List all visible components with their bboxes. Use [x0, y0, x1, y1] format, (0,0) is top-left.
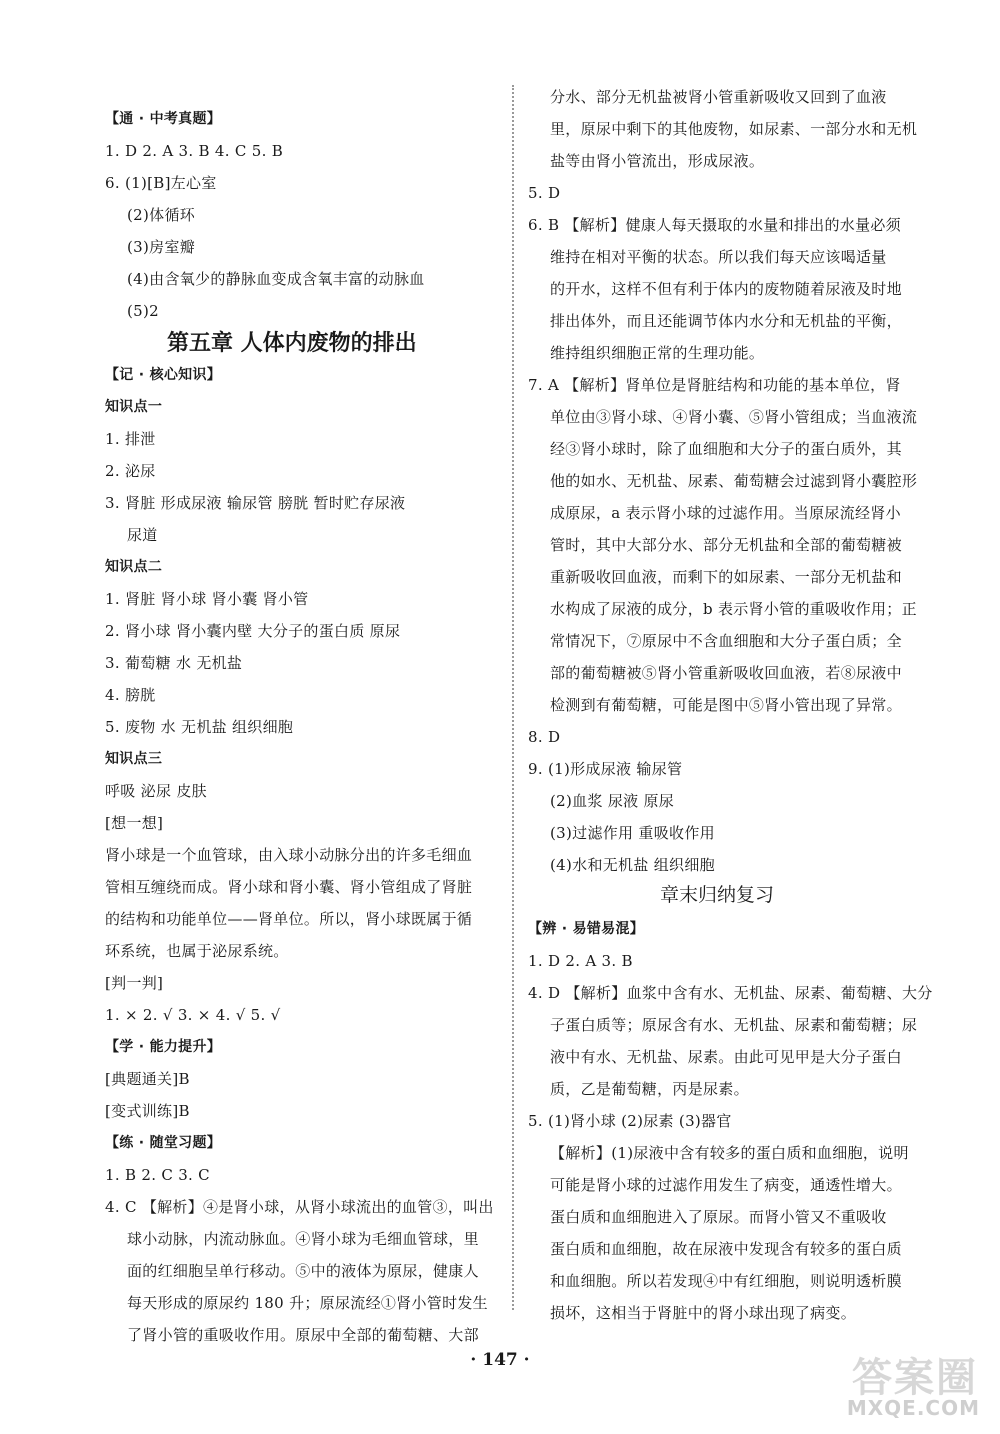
- subsection-label: [判一判]: [105, 974, 164, 992]
- answer-line: 6. (1)[B]左心室: [105, 174, 217, 192]
- paragraph-line: 可能是肾小球的过滤作用发生了病变，通透性增大。: [550, 1176, 902, 1194]
- answer-line: 3. 葡萄糖 水 无机盐: [105, 654, 243, 672]
- paragraph-line: 管相互缠绕而成。肾小球和肾小囊、肾小管组成了肾脏: [105, 878, 473, 896]
- answer-line: 9. (1)形成尿液 输尿管: [528, 760, 683, 778]
- paragraph-line: 面的红细胞呈单行移动。⑤中的液体为原尿，健康人: [127, 1262, 479, 1280]
- answer-line: (2)血浆 尿液 原尿: [550, 792, 675, 810]
- paragraph-line: 排出体外，而且还能调节体内水分和无机盐的平衡，: [550, 312, 902, 330]
- answer-line: 尿道: [127, 526, 158, 544]
- answer-line: 7. A 【解析】肾单位是肾脏结构和功能的基本单位，肾: [528, 376, 901, 394]
- paragraph-line: 部的葡萄糖被⑤肾小管重新吸收回血液，若⑧尿液中: [550, 664, 902, 682]
- knowledge-point-heading: 知识点一: [105, 399, 163, 415]
- paragraph-line: 单位由③肾小球、④肾小囊、⑤肾小管组成；当血液流: [550, 408, 918, 426]
- answer-line: (4)由含氧少的静脉血变成含氧丰富的动脉血: [127, 270, 425, 288]
- answer-line: 1. 肾脏 肾小球 肾小囊 肾小管: [105, 590, 309, 608]
- answer-line: 5. 废物 水 无机盐 组织细胞: [105, 718, 294, 736]
- paragraph-line: 球小动脉，内流动脉血。④肾小球为毛细血管球，里: [127, 1230, 479, 1248]
- paragraph-line: 成原尿，a 表示肾小球的过滤作用。当原尿流经肾小: [550, 504, 901, 522]
- answer-line: 4. 膀胱: [105, 686, 156, 704]
- answer-line: 5. (1)肾小球 (2)尿素 (3)器官: [528, 1112, 732, 1130]
- answer-line: 2. 肾小球 肾小囊内壁 大分子的蛋白质 原尿: [105, 622, 401, 640]
- answer-line: [变式训练]B: [105, 1102, 190, 1120]
- watermark-logo: [758, 1346, 988, 1426]
- paragraph-line: 环系统，也属于泌尿系统。: [105, 942, 289, 960]
- section-header: 【练 · 随堂习题】: [105, 1135, 222, 1151]
- paragraph-line: 经③肾小球时，除了血细胞和大分子的蛋白质外，其: [550, 440, 902, 458]
- section-header: 【通 · 中考真题】: [105, 111, 222, 127]
- paragraph-line: 的开水，这样不但有利于体内的废物随着尿液及时地: [550, 280, 902, 298]
- paragraph-line: 损坏，这相当于肾脏中的肾小球出现了病变。: [550, 1304, 857, 1322]
- answer-line: (3)过滤作用 重吸收作用: [550, 824, 715, 842]
- knowledge-point-heading: 知识点二: [105, 559, 163, 575]
- answer-line: 1. D 2. A 3. B: [528, 952, 633, 970]
- answer-line: 1. D 2. A 3. B 4. C 5. B: [105, 142, 284, 160]
- paragraph-line: 子蛋白质等；原尿含有水、无机盐、尿素和葡萄糖；尿: [550, 1016, 918, 1034]
- section-header: 【学 · 能力提升】: [105, 1039, 222, 1055]
- knowledge-point-heading: 知识点三: [105, 751, 163, 767]
- answer-line: 1. B 2. C 3. C: [105, 1166, 210, 1184]
- answer-line: 5. D: [528, 184, 561, 202]
- paragraph-line: 检测到有葡萄糖，可能是图中⑤肾小管出现了异常。: [550, 696, 902, 714]
- watermark-text: 答案圈: [852, 1355, 978, 1401]
- chapter-title: 第五章 人体内废物的排出: [167, 331, 417, 356]
- paragraph-line: 和血细胞。所以若发现④中有红细胞，则说明透析膜: [550, 1272, 902, 1290]
- paragraph-line: 重新吸收回血液，而剩下的如尿素、一部分无机盐和: [550, 568, 902, 586]
- answer-line: 3. 肾脏 形成尿液 输尿管 膀胱 暂时贮存尿液: [105, 494, 406, 512]
- paragraph-line: 水构成了尿液的成分，b 表示肾小管的重吸收作用；正: [550, 600, 917, 618]
- answer-line: 1. 排泄: [105, 430, 156, 448]
- paragraph-line: 液中有水、无机盐、尿素。由此可见甲是大分子蛋白: [550, 1048, 902, 1066]
- column-divider: [512, 85, 514, 1310]
- answer-line: (2)体循环: [127, 206, 196, 224]
- answer-line: (4)水和无机盐 组织细胞: [550, 856, 715, 874]
- paragraph-line: 蛋白质和血细胞，故在尿液中发现含有较多的蛋白质: [550, 1240, 902, 1258]
- answer-line: 2. 泌尿: [105, 462, 156, 480]
- answer-line: 4. D 【解析】血浆中含有水、无机盐、尿素、葡萄糖、大分: [528, 984, 933, 1002]
- section-header: 【辨 · 易错易混】: [528, 921, 645, 937]
- paragraph-line: 维持组织细胞正常的生理功能。: [550, 344, 765, 362]
- section-header: 【记 · 核心知识】: [105, 367, 222, 383]
- review-section-title: 章末归纳复习: [660, 884, 775, 906]
- paragraph-line: 维持在相对平衡的状态。所以我们每天应该喝适量: [550, 248, 887, 266]
- watermark-url: MXQE.COM: [846, 1396, 980, 1420]
- paragraph-line: 蛋白质和血细胞进入了原尿。而肾小管又不重吸收: [550, 1208, 887, 1226]
- page-number: · 147 ·: [470, 1350, 530, 1370]
- answer-line: 呼吸 泌尿 皮肤: [105, 782, 207, 800]
- paragraph-line: 每天形成的原尿约 180 升；原尿流经①肾小管时发生: [127, 1294, 488, 1312]
- answer-line: (3)房室瓣: [127, 238, 196, 256]
- paragraph-line: 了肾小管的重吸收作用。原尿中全部的葡萄糖、大部: [127, 1326, 479, 1344]
- paragraph-line: 【解析】(1)尿液中含有较多的蛋白质和血细胞，说明: [550, 1144, 909, 1162]
- paragraph-line: 他的如水、无机盐、尿素、葡萄糖会过滤到肾小囊腔形: [550, 472, 918, 490]
- subsection-label: [想一想]: [105, 814, 164, 832]
- answer-line: 6. B 【解析】健康人每天摄取的水量和排出的水量必须: [528, 216, 901, 234]
- paragraph-line: 的结构和功能单位——肾单位。所以，肾小球既属于循: [105, 910, 473, 928]
- paragraph-line: 分水、部分无机盐被肾小管重新吸收又回到了血液: [550, 88, 887, 106]
- paragraph-line: 里，原尿中剩下的其他废物，如尿素、一部分水和无机: [550, 120, 918, 138]
- answer-line: 8. D: [528, 728, 561, 746]
- paragraph-line: 管时，其中大部分水、部分无机盐和全部的葡萄糖被: [550, 536, 902, 554]
- answer-line: [典题通关]B: [105, 1070, 190, 1088]
- answer-line: 1. × 2. √ 3. × 4. √ 5. √: [105, 1006, 281, 1024]
- paragraph-line: 质，乙是葡萄糖，丙是尿素。: [550, 1080, 749, 1098]
- answer-line: (5)2: [127, 302, 159, 320]
- answer-line: 4. C 【解析】④是肾小球，从肾小球流出的血管③，叫出: [105, 1198, 494, 1216]
- paragraph-line: 常情况下，⑦原尿中不含血细胞和大分子蛋白质；全: [550, 632, 902, 650]
- paragraph-line: 肾小球是一个血管球，由入球小动脉分出的许多毛细血: [105, 846, 473, 864]
- paragraph-line: 盐等由肾小管流出，形成尿液。: [550, 152, 765, 170]
